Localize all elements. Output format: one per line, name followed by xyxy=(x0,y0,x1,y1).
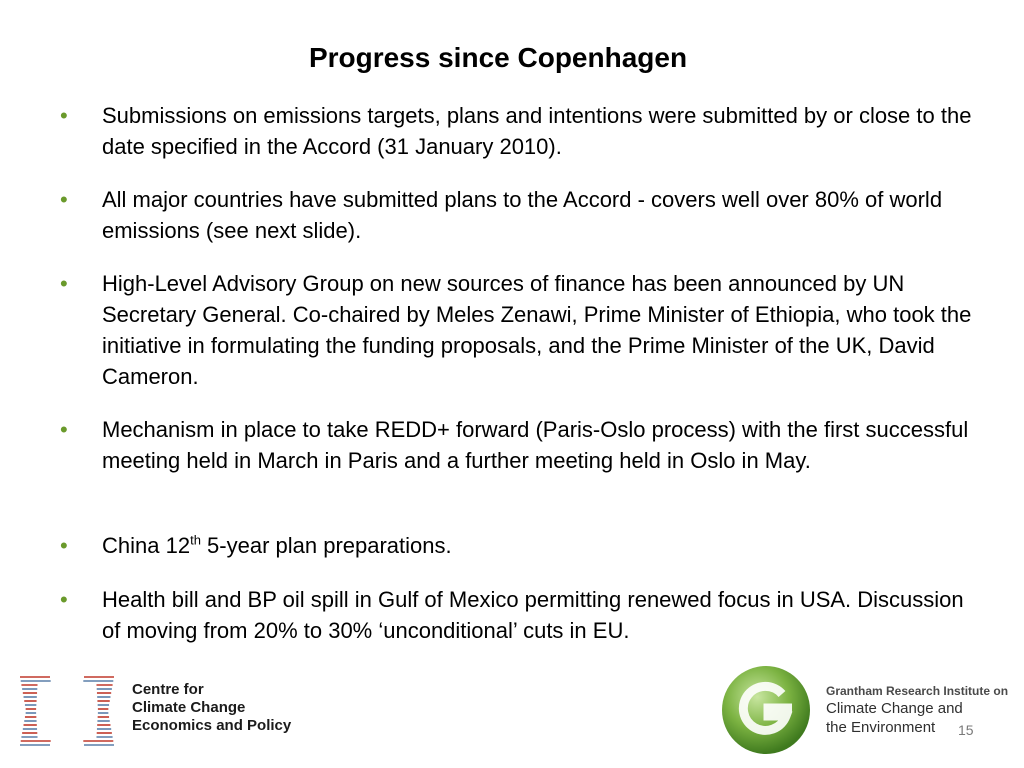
bullet-text: High-Level Advisory Group on new sources of finance has been announced by UN Secretary General. Co-chaired by Meles Zenawi, Prime Minister of Ethiopia, who took the initiative in formulating the funding proposals, and the Prime Minister of the UK, David Cameron. xyxy=(102,271,972,389)
superscript: th xyxy=(190,532,201,548)
bullet-dot-icon: • xyxy=(60,187,68,212)
bullet-text xyxy=(102,530,972,561)
page-number: 15 xyxy=(958,722,974,738)
bullet-dot-icon: • xyxy=(60,533,68,558)
bullet-dot-icon: • xyxy=(60,271,68,296)
bullet-text-before: China 12 xyxy=(102,533,191,558)
bullet-text: Submissions on emissions targets, plans and intentions were submitted by or close to the date specified in the Accord (31 January 2010). xyxy=(102,103,972,159)
bullet-dot-icon: • xyxy=(60,417,68,442)
bullet-text: All major countries have submitted plans to the Accord - covers well over 80% of world emissions (see next slide). xyxy=(102,187,943,243)
cccep-line3: Economics and Policy xyxy=(132,717,292,734)
slide-title: Progress since Copenhagen xyxy=(308,42,688,73)
grantham-line1: Grantham Research Institute on xyxy=(826,684,1009,698)
bullet-text-after: 5-year plan preparations. xyxy=(200,533,452,558)
grantham-line3: the Environment xyxy=(826,719,936,736)
bullet-dot-icon: • xyxy=(60,587,68,612)
cccep-line1: Centre for xyxy=(132,681,204,698)
cccep-line2: Climate Change xyxy=(132,699,246,716)
bullet-text: Mechanism in place to take REDD+ forward (Paris-Oslo process) with the first successful meeting held in March in Paris and a further meeting held in Oslo in May. xyxy=(102,417,969,473)
grantham-line2: Climate Change and xyxy=(826,700,963,717)
bullet-text: Health bill and BP oil spill in Gulf of Mexico permitting renewed focus in USA. Discussion of moving from 20% to 30% ‘unconditional’ cuts in EU. xyxy=(102,587,964,643)
cccep-logo-text xyxy=(132,681,291,735)
grantham-logo-text xyxy=(826,683,1008,737)
bullet-dot-icon: • xyxy=(60,103,68,128)
grantham-g-logo-icon xyxy=(720,664,812,756)
